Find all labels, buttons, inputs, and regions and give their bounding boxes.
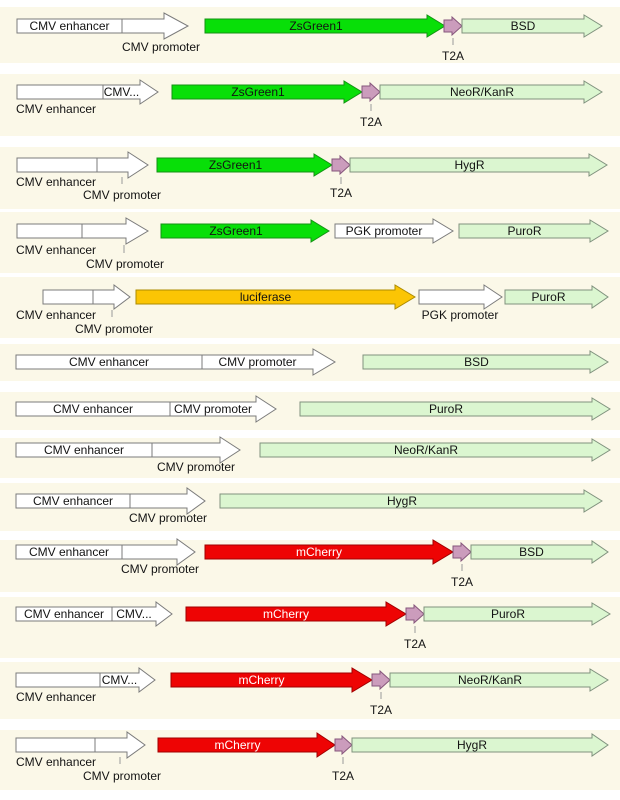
cmv-enhancer-box[interactable] [43,290,93,304]
construct-row-2 [0,74,620,136]
cmv-enhancer-box[interactable] [17,85,103,99]
t2a-label: T2A [450,575,474,589]
zsgreen1-arrow-label: ZsGreen1 [289,19,343,33]
hygr-arrow-label: HygR [454,158,485,172]
mcherry-arrow-label: mCherry [238,673,285,687]
cmv-promoter-label: CMV promoter [74,322,154,336]
construct-row-9 [0,483,620,531]
neor-kanr-arrow-label: NeoR/KanR [449,85,515,99]
bsd-arrow-label: BSD [464,355,489,369]
cmv-enhancer-box-label: CMV enhancer [43,443,125,457]
cmv-enhancer-box-label: CMV enhancer [52,402,134,416]
cmv-promoter-arrow-label: CMV... [116,607,152,621]
construct-row-10 [0,539,620,592]
construct-row-13 [0,730,620,790]
cmv-enhancer-box-label: CMV enhancer [28,545,110,559]
cmv-enhancer-box[interactable] [17,224,82,238]
cmv-promoter-arrow-label: CMV promoter [218,355,297,369]
cmv-enhancer-box[interactable] [17,158,97,172]
cmv-promoter-label: CMV promoter [82,769,162,783]
puror-arrow-label: PuroR [531,290,566,304]
construct-row-4 [0,212,620,273]
cmv-enhancer-label: CMV enhancer [16,755,97,769]
cmv-promoter-label: CMV promoter [121,40,201,54]
cmv-promoter-arrow-label: CMV promoter [173,402,253,416]
cmv-enhancer-label: CMV enhancer [16,175,97,189]
cmv-enhancer-label: CMV enhancer [16,243,97,257]
row-band [0,7,620,63]
mcherry-arrow-label: mCherry [295,545,343,559]
cmv-promoter-label: CMV promoter [82,188,162,202]
t2a-label: T2A [403,637,427,651]
cmv-enhancer-box-label: CMV enhancer [23,607,105,621]
cmv-enhancer-box-label: CMV enhancer [29,19,110,33]
bsd-arrow-label: BSD [519,545,544,559]
puror-arrow-label: PuroR [490,607,526,621]
zsgreen1-arrow-label: ZsGreen1 [209,224,263,238]
construct-row-8 [0,437,620,478]
cmv-enhancer-box-label: CMV enhancer [32,494,114,508]
neor-kanr-arrow-label: NeoR/KanR [457,673,523,687]
bsd-arrow-label: BSD [510,19,536,33]
t2a-label: T2A [331,769,355,783]
cmv-enhancer-box[interactable] [16,673,100,687]
cmv-promoter-arrow-label: CMV... [103,85,140,99]
cmv-promoter-label: CMV promoter [156,460,236,474]
cmv-promoter-label: CMV promoter [85,257,165,271]
construct-row-11 [0,597,620,658]
construct-row-12 [0,662,620,719]
zsgreen1-arrow-label: ZsGreen1 [231,85,285,99]
hygr-arrow-label: HygR [386,494,418,508]
t2a-label: T2A [441,49,465,63]
cmv-enhancer-label: CMV enhancer [16,690,97,704]
puror-arrow-label: PuroR [507,224,542,238]
luciferase-arrow-label: luciferase [239,290,292,304]
t2a-label: T2A [369,703,393,717]
construct-row-6 [0,344,620,381]
pgk-promoter-arrow-label: PGK promoter [345,224,423,238]
cmv-promoter-label: CMV promoter [128,511,208,525]
cmv-promoter-arrow-label: CMV... [101,673,138,687]
construct-row-1 [0,7,620,63]
t2a-label: T2A [329,186,353,200]
pgk-promoter-label: PGK promoter [421,308,499,322]
hygr-arrow-label: HygR [456,738,488,752]
mcherry-arrow-label: mCherry [214,738,261,752]
t2a-label: T2A [359,115,383,129]
cmv-enhancer-label: CMV enhancer [16,102,97,116]
cmv-enhancer-box-label: CMV enhancer [68,355,150,369]
cmv-promoter-label: CMV promoter [120,562,200,576]
construct-row-3 [0,147,620,209]
construct-row-7 [0,392,620,430]
mcherry-arrow-label: mCherry [262,607,310,621]
cmv-enhancer-label: CMV enhancer [16,308,97,322]
cmv-enhancer-box[interactable] [16,738,95,752]
zsgreen1-arrow-label: ZsGreen1 [208,158,263,172]
neor-kanr-arrow-label: NeoR/KanR [393,443,459,457]
construct-row-5 [0,277,620,338]
puror-arrow-label: PuroR [428,402,464,416]
